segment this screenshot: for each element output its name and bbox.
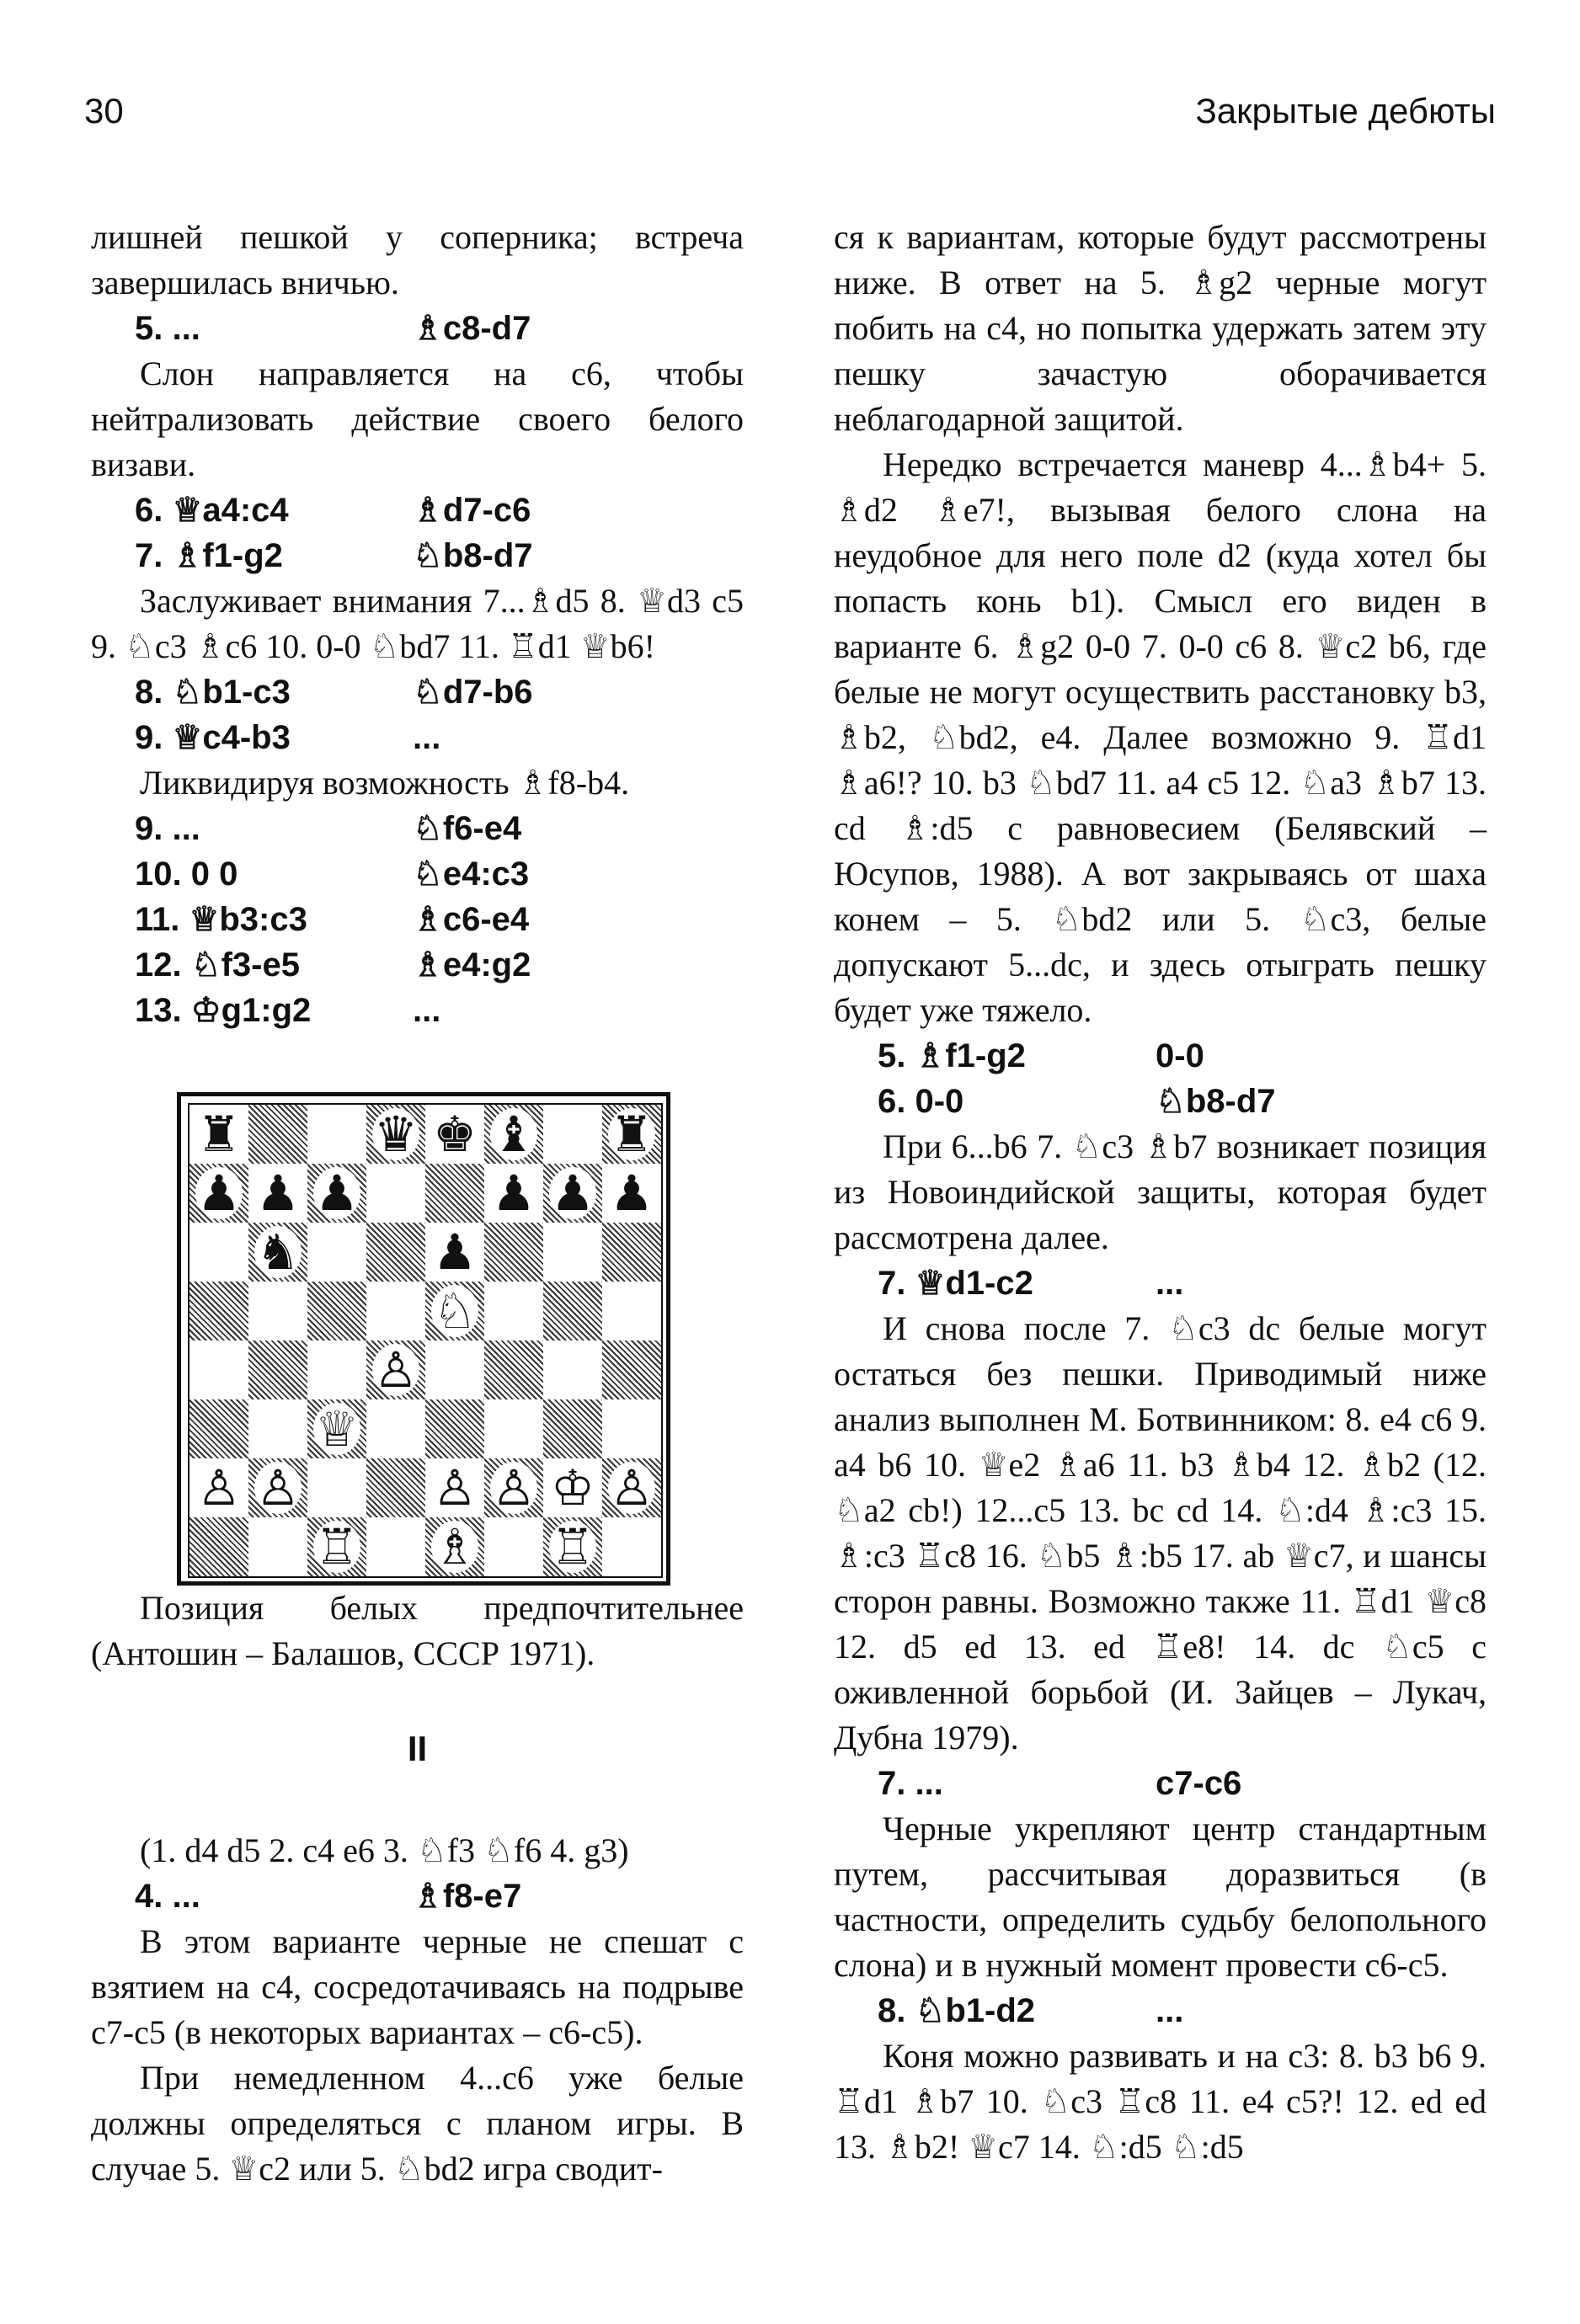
section-heading: II	[407, 1729, 428, 1768]
square-e8	[425, 1105, 484, 1164]
square-a4	[189, 1341, 248, 1399]
chess-piece: ♟	[197, 1165, 241, 1222]
move-line: 7. ... c7-c6	[878, 1765, 1242, 1802]
square-a2	[189, 1458, 248, 1517]
square-f1	[484, 1517, 543, 1576]
paragraph: ся к вариантам, которые будут рассмотрены ниже. В ответ на 5. ♗g2 черные могут побить на с4, но попытка удержать затем эту пешку зачастую оборачивается неблагодарной защитой.	[834, 218, 1487, 438]
chess-piece: ♝	[492, 1106, 536, 1163]
chess-piece: ♘	[433, 1282, 477, 1340]
move-line: 4. ... ♗f8-e7	[135, 1878, 522, 1915]
square-a6	[189, 1223, 248, 1282]
chess-piece: ♖	[551, 1518, 595, 1575]
square-g1	[543, 1517, 602, 1576]
chess-piece: ♙	[256, 1459, 300, 1516]
move-line: 10. 0 0 ♘e4:c3	[135, 856, 530, 893]
square-a8	[189, 1105, 248, 1164]
chess-diagram	[177, 1092, 670, 1586]
square-d4	[366, 1341, 425, 1399]
square-b6	[248, 1223, 307, 1282]
move-line: 13. ♔g1:g2 ...	[135, 992, 441, 1029]
square-g4	[543, 1341, 602, 1399]
square-e1	[425, 1517, 484, 1576]
chess-piece: ♙	[610, 1459, 654, 1516]
paragraph: Ликвидируя возможность ♗f8-b4.	[140, 764, 630, 802]
chess-piece: ♟	[315, 1165, 359, 1222]
square-e4	[425, 1341, 484, 1399]
square-c3	[307, 1399, 366, 1458]
paragraph: При немедленном 4...с6 уже белые должны определяться с планом игры. В случае 5. ♕c2 или 5. ♘bd2 игра сводит-	[91, 2059, 744, 2188]
chess-piece: ♞	[256, 1223, 300, 1281]
square-f6	[484, 1223, 543, 1282]
chess-piece: ♚	[433, 1106, 477, 1163]
square-a3	[189, 1399, 248, 1458]
square-e6	[425, 1223, 484, 1282]
move-line: 9. ... ♘f6-e4	[135, 810, 522, 847]
chess-piece: ♔	[551, 1459, 595, 1516]
square-e5	[425, 1282, 484, 1341]
square-c2	[307, 1458, 366, 1517]
square-d8	[366, 1105, 425, 1164]
paragraph: Слон направляется на с6, чтобы нейтрализовать действие своего белого визави.	[91, 354, 744, 483]
move-line: 8. ♘b1-c3 ♘d7-b6	[135, 674, 533, 711]
square-b4	[248, 1341, 307, 1399]
move-line: 12. ♘f3-e5 ♗e4:g2	[135, 946, 531, 983]
chess-piece: ♗	[433, 1518, 477, 1575]
square-e2	[425, 1458, 484, 1517]
square-h6	[602, 1223, 661, 1282]
square-f2	[484, 1458, 543, 1517]
square-e7	[425, 1164, 484, 1223]
chess-piece: ♙	[197, 1459, 241, 1516]
square-g7	[543, 1164, 602, 1223]
paragraph: Коня можно развивать и на с3: 8. b3 b6 9. ♖d1 ♗b7 10. ♘c3 ♖c8 11. e4 c5?! 12. ed ed 13. ♗b2! ♕c7 14. ♘:d5 ♘:d5	[834, 2037, 1487, 2166]
square-b1	[248, 1517, 307, 1576]
square-h3	[602, 1399, 661, 1458]
square-c1	[307, 1517, 366, 1576]
square-g6	[543, 1223, 602, 1282]
chess-piece: ♜	[197, 1106, 241, 1163]
square-f3	[484, 1399, 543, 1458]
square-b3	[248, 1399, 307, 1458]
chess-piece: ♛	[374, 1106, 418, 1163]
chess-piece: ♟	[256, 1165, 300, 1222]
square-h4	[602, 1341, 661, 1399]
paragraph: Нередко встречается маневр 4...♗b4+ 5. ♗d2 ♗e7!, вызывая белого слона на неудобное для него поле d2 (куда хотел бы попасть конь b1). Смысл его виден в варианте 6. ♗g2 0-0 7. 0-0 c6 8. ♕c2 b6, где белые не могут осуществить расстановку b3, ♗b2, ♘bd2, e4. Далее возможно 9. ♖d1 ♗a6!? 10. b3 ♘bd7 11. a4 c5 12. ♘a3 ♗b7 13. cd ♗:d5 с равновесием (Белявский – Юсупов, 1988). А вот закрываясь от шаха конем – 5. ♘bd2 или 5. ♘c3, белые допускают 5...dc, и здесь отыграть пешку будет уже тяжело.	[834, 445, 1487, 1029]
chess-piece: ♜	[610, 1106, 654, 1163]
square-d2	[366, 1458, 425, 1517]
move-line: 9. ♕c4-b3 ...	[135, 719, 441, 756]
move-line: 6. 0-0 ♘b8-d7	[878, 1083, 1276, 1120]
square-d3	[366, 1399, 425, 1458]
paragraph: лишней пешкой у соперника; встреча завершилась вничью.	[91, 218, 744, 301]
paragraph: Заслуживает внимания 7...♗d5 8. ♕d3 c5 9. ♘c3 ♗c6 10. 0-0 ♘bd7 11. ♖d1 ♕b6!	[91, 582, 744, 665]
square-b2	[248, 1458, 307, 1517]
square-b7	[248, 1164, 307, 1223]
page-header	[84, 91, 1496, 141]
square-b8	[248, 1105, 307, 1164]
chess-piece: ♟	[610, 1165, 654, 1222]
square-a5	[189, 1282, 248, 1341]
move-line: 5. ... ♗c8-d7	[135, 310, 531, 347]
paragraph: При 6...b6 7. ♘c3 ♗b7 возникает позиция из Новоиндийской защиты, которая будет рассмотрена далее.	[834, 1127, 1487, 1256]
square-h7	[602, 1164, 661, 1223]
square-d5	[366, 1282, 425, 1341]
move-line: 8. ♘b1-d2 ...	[878, 1992, 1184, 2029]
move-line: 11. ♕b3:c3 ♗c6-e4	[135, 901, 530, 938]
chess-piece: ♙	[433, 1459, 477, 1516]
square-g5	[543, 1282, 602, 1341]
square-h2	[602, 1458, 661, 1517]
square-c5	[307, 1282, 366, 1341]
square-a1	[189, 1517, 248, 1576]
square-d1	[366, 1517, 425, 1576]
move-line: 5. ♗f1-g2 0-0	[878, 1037, 1204, 1074]
square-d7	[366, 1164, 425, 1223]
square-h1	[602, 1517, 661, 1576]
chess-piece: ♖	[315, 1518, 359, 1575]
paragraph: (1. d4 d5 2. c4 e6 3. ♘f3 ♘f6 4. g3)	[140, 1831, 629, 1869]
square-c7	[307, 1164, 366, 1223]
left-column	[91, 215, 744, 2192]
square-f4	[484, 1341, 543, 1399]
chess-piece: ♙	[492, 1459, 536, 1516]
chess-piece: ♕	[315, 1400, 359, 1458]
square-b5	[248, 1282, 307, 1341]
square-c8	[307, 1105, 366, 1164]
square-g8	[543, 1105, 602, 1164]
right-column	[834, 215, 1487, 2170]
square-f8	[484, 1105, 543, 1164]
paragraph: И снова после 7. ♘c3 dc белые могут остаться без пешки. Приводимый ниже анализ выполнен М. Ботвинником: 8. e4 c6 9. a4 b6 10. ♕e2 ♗a6 11. b3 ♗b4 12. ♗b2 (12. ♘a2 cb!) 12...c5 13. bc cd 14. ♘:d4 ♗:c3 15. ♗:c3 ♖c8 16. ♘b5 ♗:b5 17. ab ♕c7, и шансы сторон равны. Возможно также 11. ♖d1 ♕c8 12. d5 ed 13. ed ♖e8! 14. dc ♘c5 с оживленной борьбой (И. Зайцев – Лукач, Дубна 1979).	[834, 1309, 1487, 1756]
square-a7	[189, 1164, 248, 1223]
square-e3	[425, 1399, 484, 1458]
square-f5	[484, 1282, 543, 1341]
diagram-caption: Позиция белых предпочтительнее (Антошин – Балашов, СССР 1971).	[91, 1589, 744, 1672]
paragraph: Черные укрепляют центр стандартным путем, рассчитывая доразвиться (в частности, определить судьбу белопольного слона) и в нужный момент провести с6-с5.	[834, 1810, 1487, 1984]
square-h8	[602, 1105, 661, 1164]
square-g2	[543, 1458, 602, 1517]
paragraph: В этом варианте черные не спешат с взятием на с4, сосредотачиваясь на подрыве с7-с5 (в некоторых вариантах – с6-с5).	[91, 1922, 744, 2051]
chess-board	[188, 1103, 663, 1578]
square-c6	[307, 1223, 366, 1282]
square-g3	[543, 1399, 602, 1458]
square-c4	[307, 1341, 366, 1399]
page-number: 30	[84, 91, 124, 131]
chess-piece: ♟	[551, 1165, 595, 1222]
chess-piece: ♙	[374, 1341, 418, 1399]
chess-piece: ♟	[433, 1223, 477, 1281]
chess-piece: ♟	[492, 1165, 536, 1222]
move-line: 7. ♕d1-c2 ...	[878, 1265, 1184, 1302]
square-d6	[366, 1223, 425, 1282]
move-line: 7. ♗f1-g2 ♘b8-d7	[135, 537, 533, 574]
square-f7	[484, 1164, 543, 1223]
square-h5	[602, 1282, 661, 1341]
move-line: 6. ♕a4:c4 ♗d7-c6	[135, 492, 531, 529]
running-head: Закрытые дебюты	[1195, 91, 1496, 131]
